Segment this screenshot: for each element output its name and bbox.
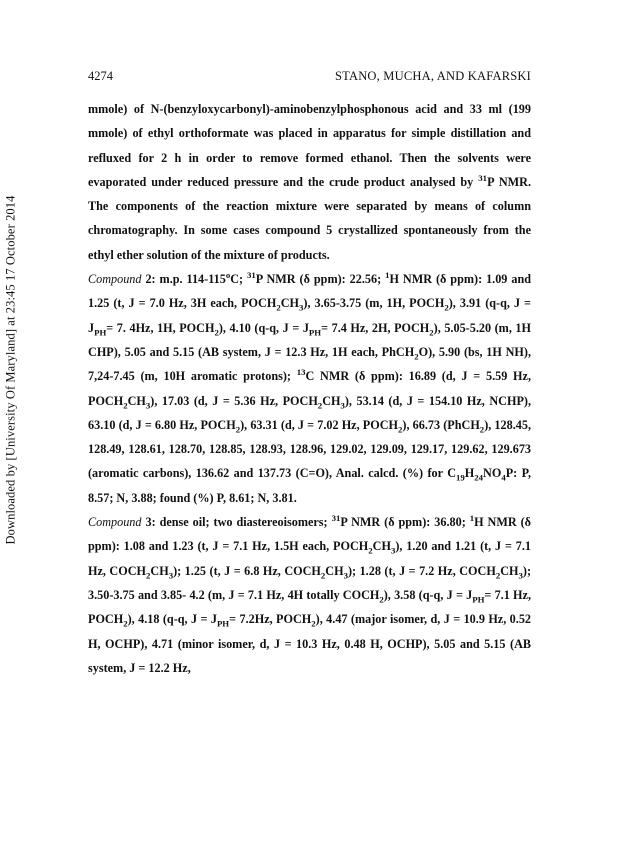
download-watermark bbox=[3, 120, 19, 620]
paragraph-procedure: mmole) of N-(benzyloxycarbonyl)-aminobenzylphosphonous acid and 33 ml (199 mmole) of ethyl orthoformate was placed in apparatus for simple distillation and refluxed for 2 h in order to remove formed ethanol. Then the solvents were evaporated under reduced pressure and the crude product analysed by $^{31}$P NMR. The components of the reaction mixture were separated by means of column chromatography. In some cases compound 5 crystallized spontaneously from the ethyl ether solution of the mixture of products. bbox=[88, 102, 531, 262]
download-notice: Downloaded by [University Of Maryland] at 23:45 17 October 2014 bbox=[3, 195, 18, 545]
paragraph-compound-3: Compound 3: dense oil; two diastereoisomers; $^{31}$P NMR (δ ppm): 36.80; $^1$H NMR (δ ppm): 1.08 and 1.23 (t, J = 7.1 Hz, 1.5H each, $POCH_2CH_3$), 1.20 and 1.21 (t, J = 7.1 Hz, $COCH_2CH_3$); 1.25 (t, J = 6.8 Hz, $COCH_2CH_3$); 1.28 (t, J = 7.2 Hz, $COCH_2CH_3$); 3.50-3.75 and 3.85- 4.2 (m, J = 7.1 Hz, 4H totally $COCH_2$), 3.58 (q-q, $J = J_{PH}= 7.1$ Hz, $POCH_2$), 4.18 (q-q, $J = J_{PH}= 7.2Hz$, $POCH_2$), 4.47 (major isomer, d, J = 10.9 Hz, 0.52 H, OCHP), 4.71 (minor isomer, d, J = 10.3 Hz, 0.48 H, OCHP), 5.05 and 5.15 (AB system, J = 12.2 Hz, bbox=[88, 512, 532, 675]
page-number: 4274 bbox=[88, 69, 113, 83]
page-header bbox=[88, 69, 531, 85]
paragraph-compound-2: Compound 2: m.p. 114-115$^o$C; $^{31}$P NMR (δ ppm): 22.56; $^1$H NMR (δ ppm): 1.09 and 1.25 (t, J = 7.0 Hz, 3H each, $POCH_2CH_3$), 3.65-3.75 (m, 1H, $POCH_2$), 3.91 (q-q, $J = J_{PH}= 7$. 4Hz, 1H, $POCH_2$), 4.10 (q-q, $J = J_{PH}= 7.4$ Hz, 2H, $POCH_2$), 5.05-5.20 (m, 1H CHP), 5.05 and 5.15 (AB system, J = 12.3 Hz, 1H each, PhCH$_2$O), 5.90 (bs, 1H NH), 7,24-7.45 (m, 10H aromatic protons); $^{13}$C NMR (δ ppm): 16.89 (d, J = 5.59 Hz, $POCH_2CH_3$), 17.03 (d, J = 5.36 Hz, $POCH_2CH_3$), 53.14 (d, J = 154.10 Hz, NCHP), 63.10 (d, J = 6.80 Hz, $POCH_2$), 63.31 (d, J = 7.02 Hz, $POCH_2$), 66.73 (PhCH$_2$), 128.45, 128.49, 128.61, 128.70, 128.85, 128.93, 128.96, 129.02, 129.09, 129.17, 129.62, 129.673 (aromatic carbons), 136.62 and 137.73 (C=O), Anal. calcd. (%) for $C_{19}H_{24}NO_4P$: P, 8.57; N, 3.88; found (%) P, 8.61; N, 3.81. bbox=[88, 270, 531, 505]
article-body bbox=[88, 97, 531, 680]
running-head: STANO, MUCHA, AND KAFARSKI bbox=[334, 69, 531, 83]
